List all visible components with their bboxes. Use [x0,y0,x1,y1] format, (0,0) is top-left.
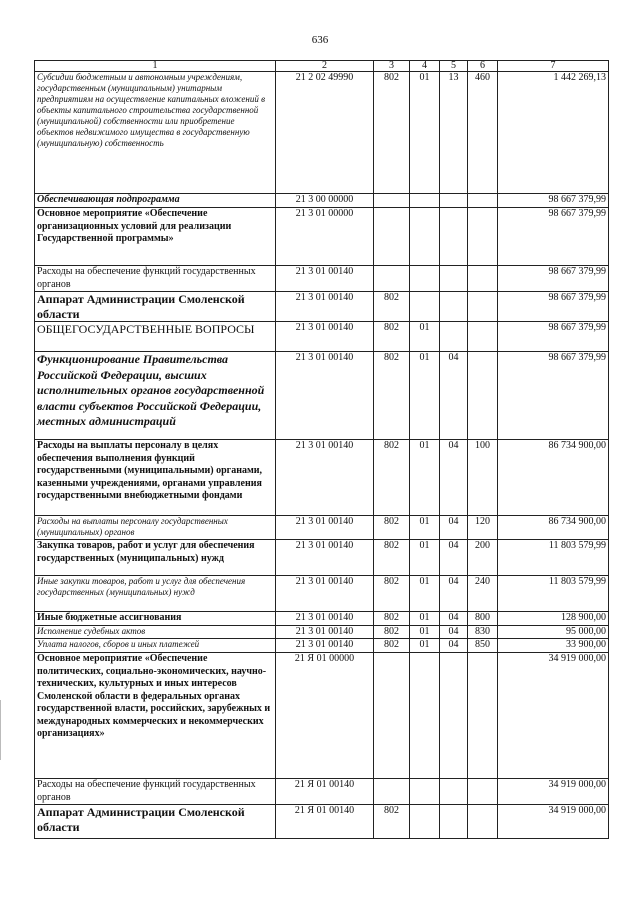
cell-code-target: 21 Я 01 00140 [276,805,374,839]
cell-code-target: 21 3 01 00140 [276,639,374,653]
cell-code-section [410,266,440,292]
cell-code-admin: 802 [374,540,410,576]
cell-code-admin: 802 [374,72,410,194]
cell-code-admin: 802 [374,576,410,612]
cell-code-subsection: 04 [440,612,468,626]
cell-code-target: 21 3 00 00000 [276,194,374,208]
table-row [35,322,609,352]
cell-name: Иные бюджетные ассигнования [35,612,276,626]
cell-name: Аппарат Администрации Смоленской области [35,805,276,839]
cell-code-admin: 802 [374,440,410,516]
table-row [35,540,609,576]
cell-code-section [410,779,440,805]
header-col-2: 2 [276,61,374,72]
table-row [35,440,609,516]
cell-amount: 86 734 900,00 [498,516,609,540]
cell-code-expense-type [468,194,498,208]
cell-amount: 1 442 269,13 [498,72,609,194]
cell-name: Обеспечивающая подпрограмма [35,194,276,208]
cell-code-subsection [440,805,468,839]
cell-code-subsection: 04 [440,516,468,540]
cell-code-admin: 802 [374,805,410,839]
cell-code-subsection: 04 [440,576,468,612]
cell-code-expense-type [468,266,498,292]
cell-code-target: 21 3 01 00140 [276,612,374,626]
cell-code-admin [374,653,410,779]
cell-code-target: 21 3 01 00140 [276,516,374,540]
table-row [35,612,609,626]
cell-code-expense-type [468,805,498,839]
header-col-1: 1 [35,61,276,72]
header-col-3: 3 [374,61,410,72]
cell-code-section: 01 [410,639,440,653]
table-row [35,292,609,322]
header-col-4: 4 [410,61,440,72]
table-row [35,352,609,440]
cell-code-expense-type: 460 [468,72,498,194]
header-col-6: 6 [468,61,498,72]
scan-edge-line [0,700,1,760]
cell-code-admin: 802 [374,516,410,540]
cell-code-subsection: 04 [440,626,468,639]
cell-code-expense-type [468,653,498,779]
cell-name: Расходы на обеспечение функций государственных органов [35,266,276,292]
cell-code-subsection [440,208,468,266]
table-row [35,576,609,612]
cell-amount: 34 919 000,00 [498,653,609,779]
cell-code-section [410,194,440,208]
cell-code-section [410,208,440,266]
cell-amount: 98 667 379,99 [498,292,609,322]
table-row [35,626,609,639]
cell-code-expense-type: 800 [468,612,498,626]
cell-code-target: 21 3 01 00140 [276,352,374,440]
cell-code-subsection: 04 [440,540,468,576]
cell-name: Исполнение судебных актов [35,626,276,639]
cell-code-expense-type [468,208,498,266]
cell-code-expense-type [468,292,498,322]
cell-code-admin: 802 [374,322,410,352]
table-row [35,805,609,839]
budget-table [34,60,609,839]
cell-code-admin: 802 [374,612,410,626]
cell-code-subsection [440,266,468,292]
header-row [35,61,609,72]
cell-code-admin [374,208,410,266]
cell-name: Закупка товаров, работ и услуг для обеспечения государственных (муниципальных) нужд [35,540,276,576]
cell-code-admin [374,779,410,805]
cell-code-admin: 802 [374,292,410,322]
cell-code-section: 01 [410,440,440,516]
header-col-5: 5 [440,61,468,72]
cell-code-target: 21 3 01 00000 [276,208,374,266]
cell-code-section: 01 [410,576,440,612]
cell-code-section [410,653,440,779]
cell-amount: 95 000,00 [498,626,609,639]
cell-code-subsection: 04 [440,639,468,653]
cell-code-subsection: 13 [440,72,468,194]
table-row [35,208,609,266]
cell-name: Функционирование Правительства Российской Федерации, высших исполнительных органов государственной власти субъектов Российской Федерации, местных администраций [35,352,276,440]
header-col-7: 7 [498,61,609,72]
cell-code-expense-type: 100 [468,440,498,516]
cell-code-section: 01 [410,626,440,639]
cell-amount: 86 734 900,00 [498,440,609,516]
cell-code-subsection [440,653,468,779]
cell-code-subsection [440,322,468,352]
cell-amount: 98 667 379,99 [498,322,609,352]
cell-code-expense-type: 830 [468,626,498,639]
table-row [35,266,609,292]
cell-code-expense-type [468,352,498,440]
cell-name: Основное мероприятие «Обеспечение политических, социально-экономических, научно-технических, культурных и иных интересов Смоленской области в федеральных органах государственной власти, российских, зарубежных и международных коммерческих и некоммерческих организациях» [35,653,276,779]
cell-name: Аппарат Администрации Смоленской области [35,292,276,322]
cell-code-target: 21 3 01 00140 [276,626,374,639]
cell-code-admin [374,194,410,208]
cell-name: Уплата налогов, сборов и иных платежей [35,639,276,653]
cell-code-target: 21 3 01 00140 [276,540,374,576]
cell-name: Субсидии бюджетным и автономным учреждениям, государственным (муниципальным) унитарным предприятиям на осуществление капитальных вложений в объекты капитального строительства государственной (муниципальной) собственности или приобретение объектов недвижимого имущества в государственную (муниципальную) собственность [35,72,276,194]
cell-code-target: 21 3 01 00140 [276,292,374,322]
cell-code-subsection [440,779,468,805]
cell-code-section [410,292,440,322]
table-row [35,779,609,805]
cell-code-subsection [440,194,468,208]
cell-code-section [410,805,440,839]
cell-code-expense-type: 240 [468,576,498,612]
cell-amount: 128 900,00 [498,612,609,626]
cell-name: Расходы на выплаты персоналу в целях обеспечения выполнения функций государственными (муниципальными) органами, казенными учреждениями, органами управления государственными внебюджетными фондами [35,440,276,516]
cell-name: Расходы на обеспечение функций государственных органов [35,779,276,805]
cell-code-section: 01 [410,72,440,194]
cell-amount: 98 667 379,99 [498,352,609,440]
cell-code-expense-type: 200 [468,540,498,576]
cell-name: ОБЩЕГОСУДАРСТВЕННЫЕ ВОПРОСЫ [35,322,276,352]
cell-name: Основное мероприятие «Обеспечение организационных условий для реализации Государственной программы» [35,208,276,266]
cell-amount: 34 919 000,00 [498,805,609,839]
cell-code-section: 01 [410,612,440,626]
cell-amount: 98 667 379,99 [498,194,609,208]
cell-code-expense-type: 850 [468,639,498,653]
cell-code-admin: 802 [374,626,410,639]
table-row [35,516,609,540]
cell-amount: 33 900,00 [498,639,609,653]
cell-code-target: 21 3 01 00140 [276,266,374,292]
table-row [35,639,609,653]
cell-amount: 11 803 579,99 [498,576,609,612]
cell-code-target: 21 Я 01 00000 [276,653,374,779]
cell-code-section: 01 [410,322,440,352]
cell-amount: 11 803 579,99 [498,540,609,576]
table-row [35,72,609,194]
cell-amount: 34 919 000,00 [498,779,609,805]
page-number: 636 [311,34,329,46]
cell-code-target: 21 2 02 49990 [276,72,374,194]
cell-code-target: 21 3 01 00140 [276,440,374,516]
table-row [35,194,609,208]
cell-name: Расходы на выплаты персоналу государственных (муниципальных) органов [35,516,276,540]
table-row [35,653,609,779]
cell-code-subsection [440,292,468,322]
cell-name: Иные закупки товаров, работ и услуг для обеспечения государственных (муниципальных) нужд [35,576,276,612]
cell-amount: 98 667 379,99 [498,266,609,292]
cell-code-admin: 802 [374,639,410,653]
cell-code-section: 01 [410,516,440,540]
cell-code-subsection: 04 [440,352,468,440]
cell-code-expense-type: 120 [468,516,498,540]
cell-code-target: 21 3 01 00140 [276,322,374,352]
cell-code-admin [374,266,410,292]
cell-code-subsection: 04 [440,440,468,516]
cell-code-section: 01 [410,540,440,576]
cell-code-expense-type [468,322,498,352]
cell-code-admin: 802 [374,352,410,440]
cell-code-target: 21 Я 01 00140 [276,779,374,805]
cell-amount: 98 667 379,99 [498,208,609,266]
cell-code-section: 01 [410,352,440,440]
cell-code-target: 21 3 01 00140 [276,576,374,612]
cell-code-expense-type [468,779,498,805]
